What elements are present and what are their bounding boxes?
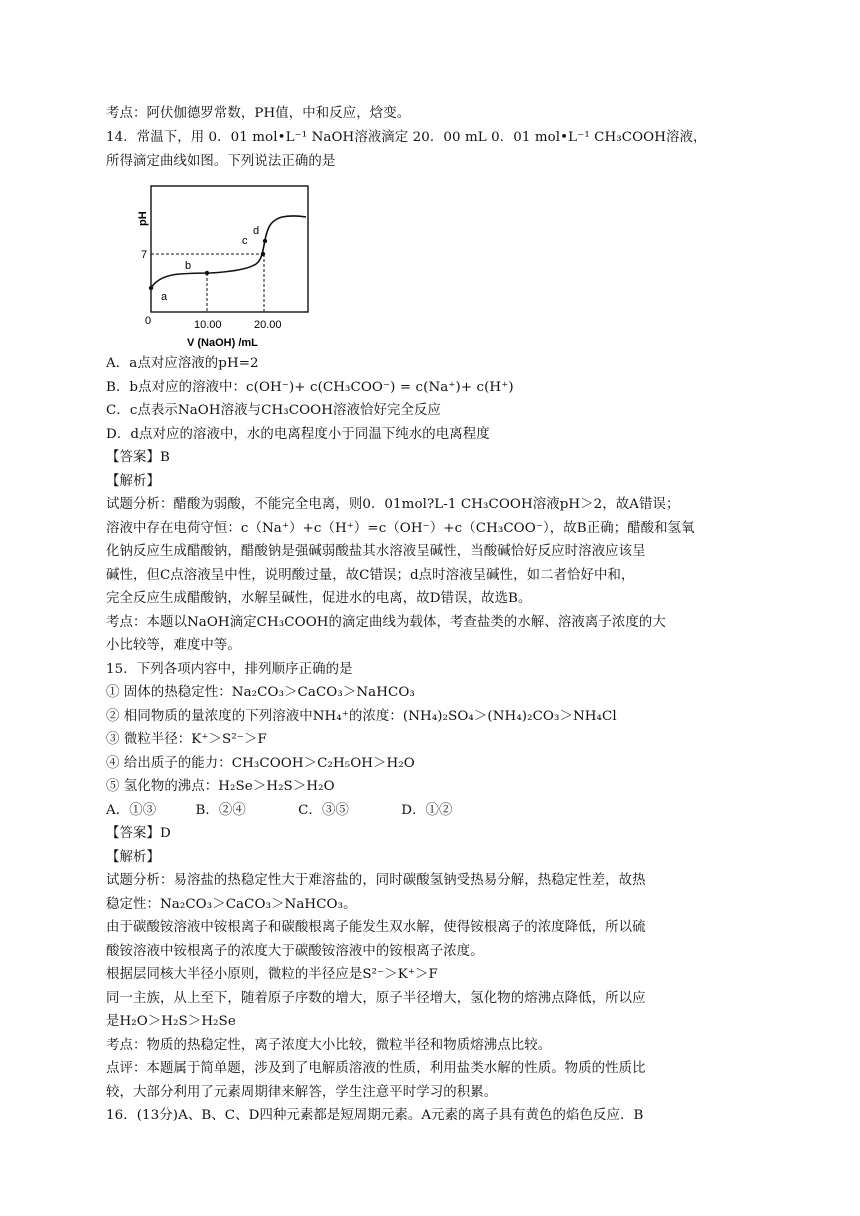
analysis-text: 试题分析：易溶盐的热稳定性大于难溶盐的，同时碳酸氢钠受热易分解，热稳定性差，故热: [106, 873, 646, 888]
analysis-label: 【解析】: [106, 474, 160, 489]
point-b-marker: [205, 271, 209, 275]
answer-label: 【答案】B: [106, 450, 170, 465]
titration-curve-svg: [132, 180, 312, 350]
comment-text-cont: 较，大部分利用了元素周期律来解答，学生注意平时学习的积累。: [106, 1085, 498, 1100]
text-line: 考点：阿伏伽德罗常数，PH值，中和反应，焓变。: [106, 106, 411, 121]
analysis-text: 同一主族，从上至下，随着原子序数的增大，原子半径增大，氢化物的熔沸点降低，所以应: [106, 991, 646, 1006]
item-2: ② 相同物质的量浓度的下列溶液中NH₄⁺的浓度：(NH₄)₂SO₄＞(NH₄)₂CO₃＞NH₄Cl: [106, 709, 617, 724]
option-a: A．a点对应溶液的pH=2: [106, 356, 259, 371]
knowledge-point-cont: 小比较等，难度中等。: [106, 638, 241, 653]
knowledge-point: 考点：物质的热稳定性，离子浓度大小比较，微粒半径和物质熔沸点比较。: [106, 1038, 552, 1053]
titration-curve-line: [151, 216, 306, 288]
plot-frame: [151, 186, 308, 312]
analysis-text: 酸铵溶液中铵根离子的浓度大于碳酸铵溶液中的铵根离子浓度。: [106, 944, 484, 959]
x-tick-20: 20.00: [254, 319, 282, 331]
point-c-marker: [261, 252, 265, 256]
point-d-label: d: [253, 225, 260, 237]
x-tick-10: 10.00: [194, 319, 222, 331]
analysis-text: 化钠反应生成醋酸钠，醋酸钠是强碱弱酸盐其水溶液呈碱性，当酸碱恰好反应时溶液应该呈: [106, 544, 646, 559]
point-d-marker: [263, 239, 267, 243]
x-axis-label: V (NaOH) /mL: [187, 337, 258, 349]
point-a-label: a: [161, 291, 168, 303]
titration-curve-figure: [132, 180, 312, 350]
analysis-text: 稳定性：Na₂CO₃＞CaCO₃＞NaHCO₃。: [106, 897, 357, 912]
item-3: ③ 微粒半径：K⁺＞S²⁻＞F: [106, 732, 267, 747]
analysis-text: 碱性，但C点溶液呈中性，说明酸过量，故C错误；d点时溶液呈碱性，如二者恰好中和，: [106, 568, 635, 583]
y-tick-7: 7: [141, 249, 148, 261]
analysis-text: 溶液中存在电荷守恒：c（Na⁺）+c（H⁺）=c（OH⁻）+c（CH₃COO⁻），故B正确；醋酸和氢氧: [106, 521, 695, 536]
origin-label: 0: [145, 315, 152, 327]
comment-text: 点评：本题属于简单题，涉及到了电解质溶液的性质，利用盐类水解的性质。物质的性质比: [106, 1061, 646, 1076]
y-axis-label: pH: [137, 211, 149, 226]
point-c-label: c: [242, 235, 248, 247]
option-c: C．c点表示NaOH溶液与CH₃COOH溶液恰好完全反应: [106, 403, 441, 418]
point-b-label: b: [185, 260, 192, 272]
point-a-marker: [149, 286, 153, 290]
analysis-text: 完全反应生成醋酸钠，水解呈碱性，促进水的电离，故D错误，故选B。: [106, 591, 532, 606]
question-16-stem: 16．(13分)A、B、C、D四种元素都是短周期元素。A元素的离子具有黄色的焰色反应．B: [106, 1108, 644, 1123]
option-b: B．b点对应的溶液中：c(OH⁻)+ c(CH₃COO⁻) = c(Na⁺)+ c(H⁺): [106, 380, 514, 395]
item-4: ④ 给出质子的能力：CH₃COOH＞C₂H₅OH＞H₂O: [106, 756, 415, 771]
knowledge-point: 考点：本题以NaOH滴定CH₃COOH的滴定曲线为载体，考查盐类的水解、溶液离子浓度的大: [106, 615, 666, 630]
question-15-options: A．①③ B．②④ C．③⑤ D．①②: [106, 803, 453, 818]
analysis-text: 试题分析：醋酸为弱酸，不能完全电离，则0．01mol?L-1 CH₃COOH溶液pH＞2，故A错误；: [106, 497, 680, 512]
question-14-stem: 14．常温下，用 0．01 mol•L⁻¹ NaOH溶液滴定 20．00 mL 0．01 mol•L⁻¹ CH₃COOH溶液，: [106, 130, 707, 145]
item-1: ① 固体的热稳定性：Na₂CO₃＞CaCO₃＞NaHCO₃: [106, 685, 415, 700]
answer-label: 【答案】D: [106, 826, 171, 841]
question-14-stem-cont: 所得滴定曲线如图。下列说法正确的是: [106, 154, 336, 169]
analysis-text: 由于碳酸铵溶液中铵根离子和碳酸根离子能发生双水解，使得铵根离子的浓度降低，所以硫: [106, 920, 646, 935]
analysis-text: 是H₂O＞H₂S＞H₂Se: [106, 1014, 236, 1029]
item-5: ⑤ 氢化物的沸点：H₂Se＞H₂S＞H₂O: [106, 779, 335, 794]
analysis-text: 根据层同核大半径小原则，微粒的半径应是S²⁻＞K⁺＞F: [106, 967, 438, 982]
question-15-stem: 15．下列各项内容中，排列顺序正确的是: [106, 662, 353, 677]
analysis-label: 【解析】: [106, 850, 160, 865]
option-d: D．d点对应的溶液中，水的电离程度小于同温下纯水的电离程度: [106, 427, 490, 442]
